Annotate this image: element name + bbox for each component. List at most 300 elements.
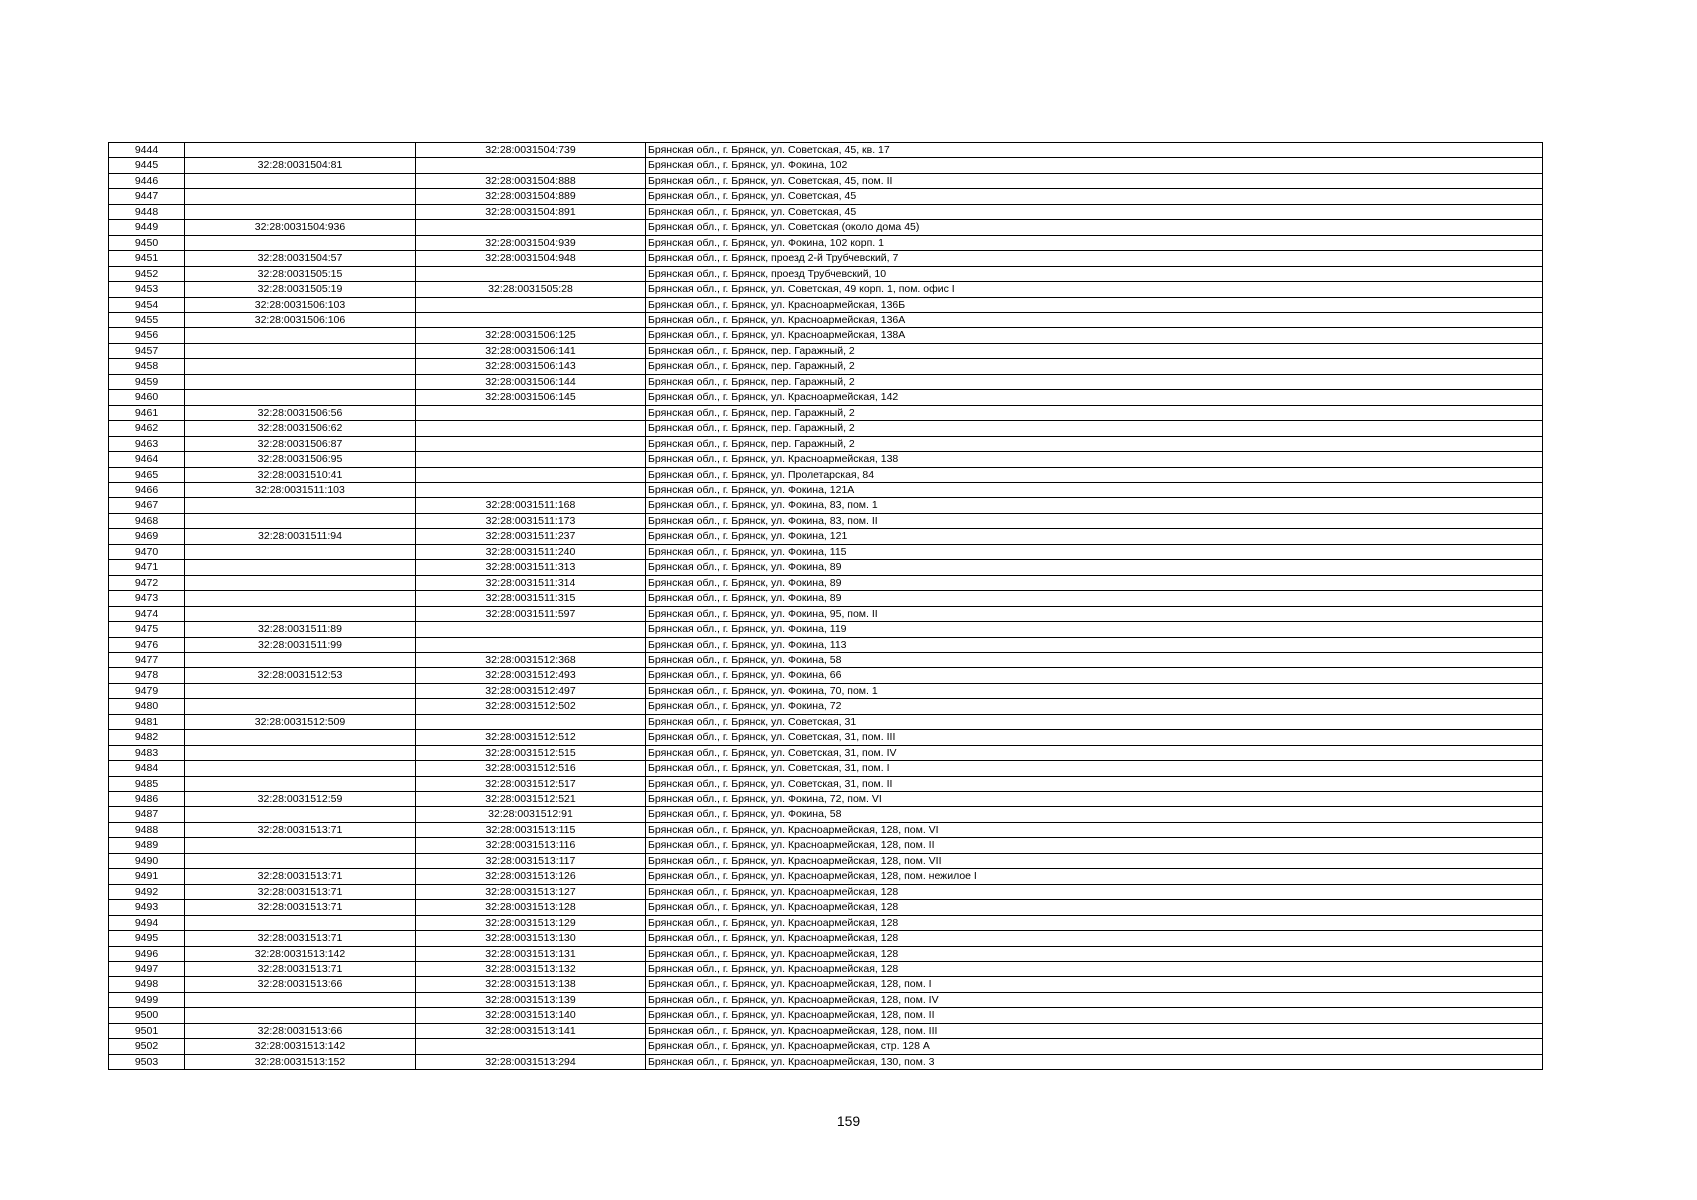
object-number-cell (416, 637, 646, 652)
object-number-cell (416, 158, 646, 173)
table-row (109, 374, 1543, 389)
parcel-number-cell (185, 745, 416, 760)
object-number-cell: 32:28:0031504:739 (416, 143, 646, 158)
object-number-cell: 32:28:0031512:521 (416, 792, 646, 807)
address-cell: Брянская обл., г. Брянск, ул. Красноармейская, 128, пом. VII (646, 853, 1543, 868)
address-cell: Брянская обл., г. Брянск, пер. Гаражный, 2 (646, 421, 1543, 436)
address-cell: Брянская обл., г. Брянск, ул. Фокина, 83, пом. II (646, 513, 1543, 528)
parcel-number-cell: 32:28:0031505:15 (185, 266, 416, 281)
table-row (109, 189, 1543, 204)
table-row (109, 1054, 1543, 1069)
table-row (109, 390, 1543, 405)
address-cell: Брянская обл., г. Брянск, ул. Советская, 49 корп. 1, пом. офис I (646, 282, 1543, 297)
table-row (109, 158, 1543, 173)
table-row (109, 637, 1543, 652)
address-cell: Брянская обл., г. Брянск, ул. Советская, 31, пом. IV (646, 745, 1543, 760)
row-number-cell: 9473 (109, 591, 185, 606)
row-number-cell: 9455 (109, 312, 185, 327)
object-number-cell (416, 467, 646, 482)
parcel-number-cell (185, 776, 416, 791)
row-number-cell: 9468 (109, 513, 185, 528)
parcel-number-cell: 32:28:0031511:99 (185, 637, 416, 652)
address-cell: Брянская обл., г. Брянск, ул. Фокина, 83, пом. 1 (646, 498, 1543, 513)
parcel-number-cell: 32:28:0031512:53 (185, 668, 416, 683)
address-cell: Брянская обл., г. Брянск, ул. Фокина, 66 (646, 668, 1543, 683)
table-row (109, 915, 1543, 930)
parcel-number-cell: 32:28:0031513:71 (185, 931, 416, 946)
address-cell: Брянская обл., г. Брянск, ул. Фокина, 102 корп. 1 (646, 235, 1543, 250)
row-number-cell: 9461 (109, 405, 185, 420)
table-row (109, 807, 1543, 822)
address-cell: Брянская обл., г. Брянск, ул. Фокина, 102 (646, 158, 1543, 173)
parcel-number-cell: 32:28:0031506:56 (185, 405, 416, 420)
address-cell: Брянская обл., г. Брянск, пер. Гаражный, 2 (646, 359, 1543, 374)
object-number-cell: 32:28:0031506:145 (416, 390, 646, 405)
address-cell: Брянская обл., г. Брянск, ул. Красноармейская, 128, пом. II (646, 838, 1543, 853)
object-number-cell (416, 714, 646, 729)
parcel-number-cell (185, 374, 416, 389)
parcel-number-cell (185, 652, 416, 667)
table-row (109, 529, 1543, 544)
object-number-cell: 32:28:0031513:115 (416, 822, 646, 837)
parcel-number-cell (185, 235, 416, 250)
parcel-number-cell: 32:28:0031506:62 (185, 421, 416, 436)
parcel-number-cell (185, 328, 416, 343)
table-row (109, 869, 1543, 884)
row-number-cell: 9501 (109, 1023, 185, 1038)
address-cell: Брянская обл., г. Брянск, ул. Красноармейская, 128, пом. I (646, 977, 1543, 992)
row-number-cell: 9467 (109, 498, 185, 513)
parcel-number-cell (185, 575, 416, 590)
parcel-number-cell: 32:28:0031513:142 (185, 1039, 416, 1054)
table-row (109, 962, 1543, 977)
address-cell: Брянская обл., г. Брянск, ул. Фокина, 115 (646, 544, 1543, 559)
address-cell: Брянская обл., г. Брянск, ул. Фокина, 58 (646, 652, 1543, 667)
object-number-cell: 32:28:0031511:313 (416, 560, 646, 575)
object-number-cell: 32:28:0031513:139 (416, 992, 646, 1007)
address-cell: Брянская обл., г. Брянск, ул. Советская, 45 (646, 189, 1543, 204)
table-row (109, 622, 1543, 637)
address-cell: Брянская обл., г. Брянск, ул. Красноармейская, 142 (646, 390, 1543, 405)
object-number-cell (416, 297, 646, 312)
row-number-cell: 9463 (109, 436, 185, 451)
row-number-cell: 9444 (109, 143, 185, 158)
table-row (109, 900, 1543, 915)
table-row (109, 683, 1543, 698)
object-number-cell (416, 266, 646, 281)
table-row (109, 853, 1543, 868)
object-number-cell: 32:28:0031512:368 (416, 652, 646, 667)
parcel-number-cell (185, 838, 416, 853)
address-cell: Брянская обл., г. Брянск, ул. Советская, 45, кв. 17 (646, 143, 1543, 158)
table-row (109, 173, 1543, 188)
parcel-number-cell: 32:28:0031513:71 (185, 869, 416, 884)
table-row (109, 745, 1543, 760)
address-cell: Брянская обл., г. Брянск, ул. Фокина, 89 (646, 591, 1543, 606)
parcel-number-cell: 32:28:0031511:94 (185, 529, 416, 544)
object-number-cell: 32:28:0031504:939 (416, 235, 646, 250)
object-number-cell: 32:28:0031513:132 (416, 962, 646, 977)
table-row (109, 482, 1543, 497)
row-number-cell: 9497 (109, 962, 185, 977)
object-number-cell: 32:28:0031506:143 (416, 359, 646, 374)
address-cell: Брянская обл., г. Брянск, ул. Советская, 31, пом. II (646, 776, 1543, 791)
address-cell: Брянская обл., г. Брянск, ул. Красноармейская, 128, пом. II (646, 1008, 1543, 1023)
row-number-cell: 9446 (109, 173, 185, 188)
table-row (109, 838, 1543, 853)
object-number-cell (416, 312, 646, 327)
address-cell: Брянская обл., г. Брянск, ул. Фокина, 95, пом. II (646, 606, 1543, 621)
object-number-cell: 32:28:0031512:502 (416, 699, 646, 714)
row-number-cell: 9469 (109, 529, 185, 544)
object-number-cell: 32:28:0031504:889 (416, 189, 646, 204)
table-row (109, 328, 1543, 343)
table-row (109, 1039, 1543, 1054)
address-cell: Брянская обл., г. Брянск, ул. Советская, 45, пом. II (646, 173, 1543, 188)
parcel-number-cell (185, 189, 416, 204)
parcel-number-cell: 32:28:0031504:936 (185, 220, 416, 235)
table-row (109, 297, 1543, 312)
row-number-cell: 9495 (109, 931, 185, 946)
parcel-number-cell: 32:28:0031506:87 (185, 436, 416, 451)
table-row (109, 792, 1543, 807)
parcel-number-cell (185, 544, 416, 559)
parcel-number-cell (185, 699, 416, 714)
object-number-cell: 32:28:0031513:138 (416, 977, 646, 992)
row-number-cell: 9472 (109, 575, 185, 590)
object-number-cell: 32:28:0031513:128 (416, 900, 646, 915)
address-cell: Брянская обл., г. Брянск, ул. Красноармейская, 128 (646, 931, 1543, 946)
address-cell: Брянская обл., г. Брянск, пер. Гаражный, 2 (646, 436, 1543, 451)
table-row (109, 359, 1543, 374)
object-number-cell: 32:28:0031504:948 (416, 251, 646, 266)
parcel-number-cell (185, 513, 416, 528)
row-number-cell: 9496 (109, 946, 185, 961)
object-number-cell (416, 482, 646, 497)
row-number-cell: 9487 (109, 807, 185, 822)
table-row (109, 714, 1543, 729)
address-cell: Брянская обл., г. Брянск, проезд Трубчевский, 10 (646, 266, 1543, 281)
table-row (109, 544, 1543, 559)
row-number-cell: 9486 (109, 792, 185, 807)
row-number-cell: 9481 (109, 714, 185, 729)
object-number-cell: 32:28:0031513:117 (416, 853, 646, 868)
table-row (109, 343, 1543, 358)
row-number-cell: 9458 (109, 359, 185, 374)
address-cell: Брянская обл., г. Брянск, ул. Фокина, 121 (646, 529, 1543, 544)
parcel-number-cell: 32:28:0031511:103 (185, 482, 416, 497)
row-number-cell: 9484 (109, 761, 185, 776)
address-cell: Брянская обл., г. Брянск, ул. Красноармейская, 128, пом. IV (646, 992, 1543, 1007)
table-row (109, 560, 1543, 575)
address-cell: Брянская обл., г. Брянск, ул. Красноармейская, 128, пом. VI (646, 822, 1543, 837)
parcel-number-cell (185, 390, 416, 405)
parcel-number-cell: 32:28:0031510:41 (185, 467, 416, 482)
row-number-cell: 9456 (109, 328, 185, 343)
address-cell: Брянская обл., г. Брянск, пер. Гаражный, 2 (646, 374, 1543, 389)
table-row (109, 776, 1543, 791)
object-number-cell: 32:28:0031505:28 (416, 282, 646, 297)
table-row (109, 235, 1543, 250)
row-number-cell: 9460 (109, 390, 185, 405)
parcel-number-cell (185, 498, 416, 513)
object-number-cell: 32:28:0031512:517 (416, 776, 646, 791)
row-number-cell: 9477 (109, 652, 185, 667)
table-row (109, 498, 1543, 513)
table-row (109, 668, 1543, 683)
row-number-cell: 9492 (109, 884, 185, 899)
parcel-number-cell: 32:28:0031506:103 (185, 297, 416, 312)
parcel-number-cell: 32:28:0031511:89 (185, 622, 416, 637)
row-number-cell: 9482 (109, 730, 185, 745)
page-number: 159 (836, 1113, 861, 1129)
address-cell: Брянская обл., г. Брянск, ул. Красноармейская, 128, пом. нежилое I (646, 869, 1543, 884)
parcel-number-cell (185, 992, 416, 1007)
table-row (109, 312, 1543, 327)
object-number-cell (416, 421, 646, 436)
address-cell: Брянская обл., г. Брянск, ул. Фокина, 113 (646, 637, 1543, 652)
table-row (109, 204, 1543, 219)
row-number-cell: 9454 (109, 297, 185, 312)
object-number-cell: 32:28:0031511:240 (416, 544, 646, 559)
table-row (109, 699, 1543, 714)
row-number-cell: 9466 (109, 482, 185, 497)
object-number-cell: 32:28:0031512:493 (416, 668, 646, 683)
parcel-number-cell: 32:28:0031506:95 (185, 452, 416, 467)
object-number-cell: 32:28:0031511:597 (416, 606, 646, 621)
object-number-cell: 32:28:0031504:891 (416, 204, 646, 219)
address-cell: Брянская обл., г. Брянск, ул. Советская (около дома 45) (646, 220, 1543, 235)
address-cell: Брянская обл., г. Брянск, ул. Фокина, 72, пом. VI (646, 792, 1543, 807)
object-number-cell: 32:28:0031513:140 (416, 1008, 646, 1023)
address-cell: Брянская обл., г. Брянск, ул. Красноармейская, 136Б (646, 297, 1543, 312)
table-row (109, 513, 1543, 528)
table-row (109, 591, 1543, 606)
address-cell: Брянская обл., г. Брянск, ул. Красноармейская, 128 (646, 946, 1543, 961)
parcel-number-cell: 32:28:0031513:71 (185, 962, 416, 977)
table-row (109, 761, 1543, 776)
parcel-number-cell (185, 173, 416, 188)
row-number-cell: 9462 (109, 421, 185, 436)
table-row (109, 1023, 1543, 1038)
table-row (109, 452, 1543, 467)
row-number-cell: 9447 (109, 189, 185, 204)
object-number-cell (416, 1039, 646, 1054)
object-number-cell: 32:28:0031512:91 (416, 807, 646, 822)
object-number-cell: 32:28:0031511:315 (416, 591, 646, 606)
object-number-cell: 32:28:0031513:129 (416, 915, 646, 930)
address-cell: Брянская обл., г. Брянск, ул. Фокина, 89 (646, 560, 1543, 575)
row-number-cell: 9480 (109, 699, 185, 714)
row-number-cell: 9476 (109, 637, 185, 652)
object-number-cell (416, 405, 646, 420)
address-cell: Брянская обл., г. Брянск, ул. Красноармейская, 138А (646, 328, 1543, 343)
row-number-cell: 9490 (109, 853, 185, 868)
parcel-number-cell (185, 359, 416, 374)
address-cell: Брянская обл., г. Брянск, ул. Советская, 31 (646, 714, 1543, 729)
object-number-cell: 32:28:0031513:130 (416, 931, 646, 946)
parcel-number-cell: 32:28:0031506:106 (185, 312, 416, 327)
address-cell: Брянская обл., г. Брянск, проезд 2-й Трубчевский, 7 (646, 251, 1543, 266)
parcel-number-cell (185, 761, 416, 776)
row-number-cell: 9470 (109, 544, 185, 559)
address-cell: Брянская обл., г. Брянск, ул. Красноармейская, 128, пом. III (646, 1023, 1543, 1038)
row-number-cell: 9449 (109, 220, 185, 235)
parcel-number-cell (185, 1008, 416, 1023)
object-number-cell: 32:28:0031506:125 (416, 328, 646, 343)
address-cell: Брянская обл., г. Брянск, ул. Пролетарская, 84 (646, 467, 1543, 482)
parcel-number-cell: 32:28:0031512:509 (185, 714, 416, 729)
object-number-cell (416, 622, 646, 637)
address-cell: Брянская обл., г. Брянск, пер. Гаражный, 2 (646, 405, 1543, 420)
row-number-cell: 9488 (109, 822, 185, 837)
parcel-number-cell: 32:28:0031505:19 (185, 282, 416, 297)
parcel-number-cell (185, 343, 416, 358)
parcel-number-cell: 32:28:0031513:71 (185, 822, 416, 837)
parcel-number-cell (185, 606, 416, 621)
object-number-cell: 32:28:0031511:168 (416, 498, 646, 513)
object-number-cell (416, 220, 646, 235)
object-number-cell: 32:28:0031511:314 (416, 575, 646, 590)
parcel-number-cell (185, 807, 416, 822)
row-number-cell: 9457 (109, 343, 185, 358)
parcel-number-cell: 32:28:0031513:142 (185, 946, 416, 961)
table-row (109, 1008, 1543, 1023)
table-body (109, 143, 1543, 1070)
row-number-cell: 9485 (109, 776, 185, 791)
row-number-cell: 9479 (109, 683, 185, 698)
object-number-cell: 32:28:0031511:173 (416, 513, 646, 528)
address-cell: Брянская обл., г. Брянск, ул. Советская, 31, пом. III (646, 730, 1543, 745)
row-number-cell: 9494 (109, 915, 185, 930)
object-number-cell (416, 452, 646, 467)
address-cell: Брянская обл., г. Брянск, ул. Красноармейская, 128 (646, 962, 1543, 977)
row-number-cell: 9478 (109, 668, 185, 683)
row-number-cell: 9475 (109, 622, 185, 637)
address-cell: Брянская обл., г. Брянск, ул. Красноармейская, 128 (646, 915, 1543, 930)
table-row (109, 822, 1543, 837)
address-cell: Брянская обл., г. Брянск, ул. Красноармейская, 138 (646, 452, 1543, 467)
row-number-cell: 9493 (109, 900, 185, 915)
table-row (109, 266, 1543, 281)
object-number-cell: 32:28:0031512:515 (416, 745, 646, 760)
row-number-cell: 9498 (109, 977, 185, 992)
table-row (109, 931, 1543, 946)
row-number-cell: 9452 (109, 266, 185, 281)
object-number-cell: 32:28:0031512:516 (416, 761, 646, 776)
parcel-number-cell (185, 853, 416, 868)
object-number-cell: 32:28:0031513:141 (416, 1023, 646, 1038)
parcel-number-cell: 32:28:0031513:71 (185, 884, 416, 899)
table-row (109, 143, 1543, 158)
address-cell: Брянская обл., г. Брянск, ул. Фокина, 119 (646, 622, 1543, 637)
row-number-cell: 9483 (109, 745, 185, 760)
object-number-cell: 32:28:0031506:141 (416, 343, 646, 358)
object-number-cell: 32:28:0031504:888 (416, 173, 646, 188)
row-number-cell: 9453 (109, 282, 185, 297)
table-row (109, 421, 1543, 436)
row-number-cell: 9503 (109, 1054, 185, 1069)
row-number-cell: 9499 (109, 992, 185, 1007)
parcel-number-cell: 32:28:0031513:152 (185, 1054, 416, 1069)
table-row (109, 977, 1543, 992)
row-number-cell: 9451 (109, 251, 185, 266)
table-row (109, 251, 1543, 266)
parcel-number-cell (185, 204, 416, 219)
table-row (109, 946, 1543, 961)
object-number-cell: 32:28:0031513:116 (416, 838, 646, 853)
address-cell: Брянская обл., г. Брянск, ул. Красноармейская, стр. 128 А (646, 1039, 1543, 1054)
table-row (109, 220, 1543, 235)
table-row (109, 992, 1543, 1007)
parcel-number-cell (185, 560, 416, 575)
row-number-cell: 9465 (109, 467, 185, 482)
object-number-cell: 32:28:0031512:512 (416, 730, 646, 745)
parcel-number-cell (185, 683, 416, 698)
registry-table (108, 142, 1543, 1070)
row-number-cell: 9445 (109, 158, 185, 173)
address-cell: Брянская обл., г. Брянск, ул. Красноармейская, 128 (646, 884, 1543, 899)
object-number-cell: 32:28:0031511:237 (416, 529, 646, 544)
address-cell: Брянская обл., г. Брянск, ул. Красноармейская, 136А (646, 312, 1543, 327)
object-number-cell: 32:28:0031513:126 (416, 869, 646, 884)
table-row (109, 606, 1543, 621)
parcel-number-cell (185, 143, 416, 158)
address-cell: Брянская обл., г. Брянск, ул. Фокина, 89 (646, 575, 1543, 590)
parcel-number-cell: 32:28:0031504:81 (185, 158, 416, 173)
row-number-cell: 9450 (109, 235, 185, 250)
parcel-number-cell (185, 915, 416, 930)
object-number-cell: 32:28:0031506:144 (416, 374, 646, 389)
table-row (109, 652, 1543, 667)
address-cell: Брянская обл., г. Брянск, ул. Советская, 31, пом. I (646, 761, 1543, 776)
address-cell: Брянская обл., г. Брянск, ул. Фокина, 72 (646, 699, 1543, 714)
object-number-cell: 32:28:0031513:131 (416, 946, 646, 961)
object-number-cell: 32:28:0031513:294 (416, 1054, 646, 1069)
row-number-cell: 9491 (109, 869, 185, 884)
address-cell: Брянская обл., г. Брянск, ул. Советская, 45 (646, 204, 1543, 219)
table-row (109, 467, 1543, 482)
row-number-cell: 9474 (109, 606, 185, 621)
table-row (109, 282, 1543, 297)
parcel-number-cell: 32:28:0031513:66 (185, 1023, 416, 1038)
table-row (109, 730, 1543, 745)
address-cell: Брянская обл., г. Брянск, пер. Гаражный, 2 (646, 343, 1543, 358)
parcel-number-cell: 32:28:0031513:71 (185, 900, 416, 915)
row-number-cell: 9502 (109, 1039, 185, 1054)
row-number-cell: 9500 (109, 1008, 185, 1023)
row-number-cell: 9471 (109, 560, 185, 575)
parcel-number-cell: 32:28:0031513:66 (185, 977, 416, 992)
table-row (109, 405, 1543, 420)
parcel-number-cell: 32:28:0031504:57 (185, 251, 416, 266)
parcel-number-cell (185, 730, 416, 745)
parcel-number-cell (185, 591, 416, 606)
object-number-cell (416, 436, 646, 451)
row-number-cell: 9459 (109, 374, 185, 389)
address-cell: Брянская обл., г. Брянск, ул. Красноармейская, 128 (646, 900, 1543, 915)
object-number-cell: 32:28:0031512:497 (416, 683, 646, 698)
row-number-cell: 9489 (109, 838, 185, 853)
address-cell: Брянская обл., г. Брянск, ул. Красноармейская, 130, пом. 3 (646, 1054, 1543, 1069)
address-cell: Брянская обл., г. Брянск, ул. Фокина, 70, пом. 1 (646, 683, 1543, 698)
object-number-cell: 32:28:0031513:127 (416, 884, 646, 899)
table-row (109, 436, 1543, 451)
row-number-cell: 9464 (109, 452, 185, 467)
row-number-cell: 9448 (109, 204, 185, 219)
table-row (109, 575, 1543, 590)
address-cell: Брянская обл., г. Брянск, ул. Фокина, 58 (646, 807, 1543, 822)
